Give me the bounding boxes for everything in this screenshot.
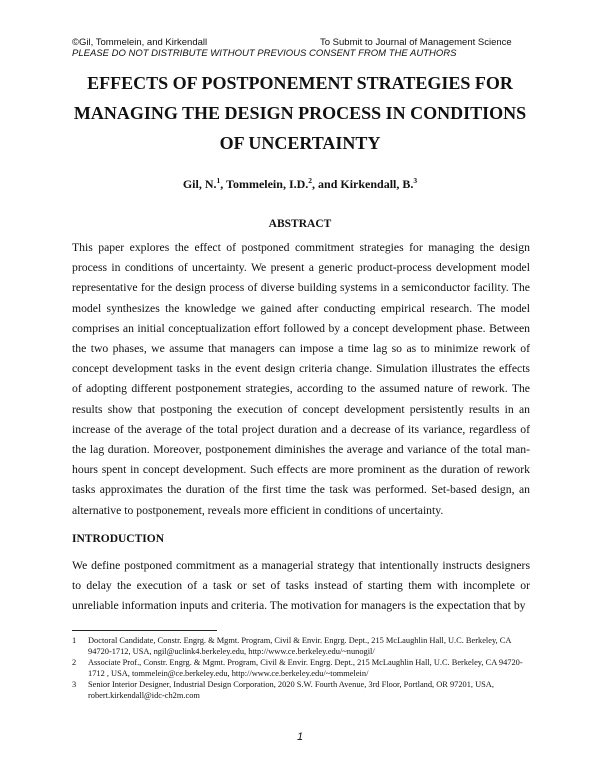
footnote-separator: [72, 630, 217, 631]
footnote-text: Doctoral Candidate, Constr. Engrg. & Mgmt. Program, Civil & Envir. Engrg. Dept., 215 McLaughlin Hall, U.C. Berkeley, CA 94720-1712, USA, ngil@uclink4.berkeley.edu, http://www.ce.berkeley.edu/~nunogil/: [88, 636, 511, 656]
footnote-number: 3: [72, 680, 77, 689]
footnote-text: Senior Interior Designer, Industrial Design Corporation, 2020 S.W. Fourth Avenue, 3rd Floor, Portland, OR 97201, USA, robert.kirkendall@idc-ch2m.com: [88, 680, 494, 700]
introduction-text: We define postponed commitment as a managerial strategy that intentionally instructs designers to delay the execution of a task or set of tasks instead of starting them with incomplete or unreliable information inputs and criteria. The motivation for managers is the expectation that by: [72, 559, 530, 613]
author-2: , Tommelein, I.D.: [220, 177, 309, 191]
title-line-2: MANAGING THE DESIGN PROCESS IN CONDITIONS: [73, 103, 527, 123]
header-submission: To Submit to Journal of Management Science: [320, 37, 512, 48]
author-2-footnote-mark: 2: [308, 176, 313, 185]
header-copyright: ©Gil, Tommelein, and Kirkendall: [72, 37, 208, 48]
abstract-heading: ABSTRACT: [268, 218, 332, 230]
paper-title: [40, 68, 560, 158]
abstract-text: This paper explores the effect of postponed commitment strategies for managing the design process in conditions of uncertainty. We present a generic product-process development model representative for the design process of diverse building systems in a semiconductor facility. The model synthesizes the knowledge we gained after conducting empirical research. The model comprises an initial conceptualization effort followed by a concept development phase. Between the two phases, we assume that managers can impose a time lag so as to minimize rework of concept development tasks in the event design criteria change. Simulation illustrates the effects of adopting different postponement strategies, according to the assumed nature of rework. The results show that postponing the execution of concept development persistently results in an increase of the average of the total project duration and a decrease of its variance, regardless of the lag duration. Moreover, postponement diminishes the average and variance of the total man-hours spent in concept development. Such effects are more prominent as the duration of rework tasks approximates the duration of the first time the task was performed. Set-based design, an alternative to postponement, reveals more efficient in conditions of uncertainty.: [72, 241, 530, 517]
title-line-3: OF UNCERTAINTY: [219, 133, 381, 153]
footnote-item: [72, 679, 532, 701]
author-3: , and Kirkendall, B.: [312, 177, 414, 191]
author-3-footnote-mark: 3: [413, 176, 418, 185]
footnote-item: [72, 635, 532, 657]
footnote-number: 1: [72, 636, 77, 645]
footnote-item: [72, 657, 532, 679]
author-1-footnote-mark: 1: [216, 176, 221, 185]
page-number: 1: [296, 731, 304, 743]
author-1: Gil, N.: [182, 177, 217, 191]
footnote-number: 2: [72, 658, 77, 667]
author-list: [0, 177, 600, 191]
title-line-1: EFFECTS OF POSTPONEMENT STRATEGIES FOR: [87, 73, 513, 93]
footnote-text: Associate Prof., Constr. Engrg. & Mgmt. Program, Civil & Envir. Engrg. Dept., 215 McLaughlin Hall, U.C. Berkeley, CA 94720-1712 , USA, tommelein@ce.berkeley.edu, http://www.ce.berkeley.edu/~tommelein/: [88, 658, 523, 678]
footnotes: [72, 635, 532, 701]
header-notice: PLEASE DO NOT DISTRIBUTE WITHOUT PREVIOUS CONSENT FROM THE AUTHORS: [72, 48, 457, 59]
introduction-heading: INTRODUCTION: [72, 533, 165, 545]
